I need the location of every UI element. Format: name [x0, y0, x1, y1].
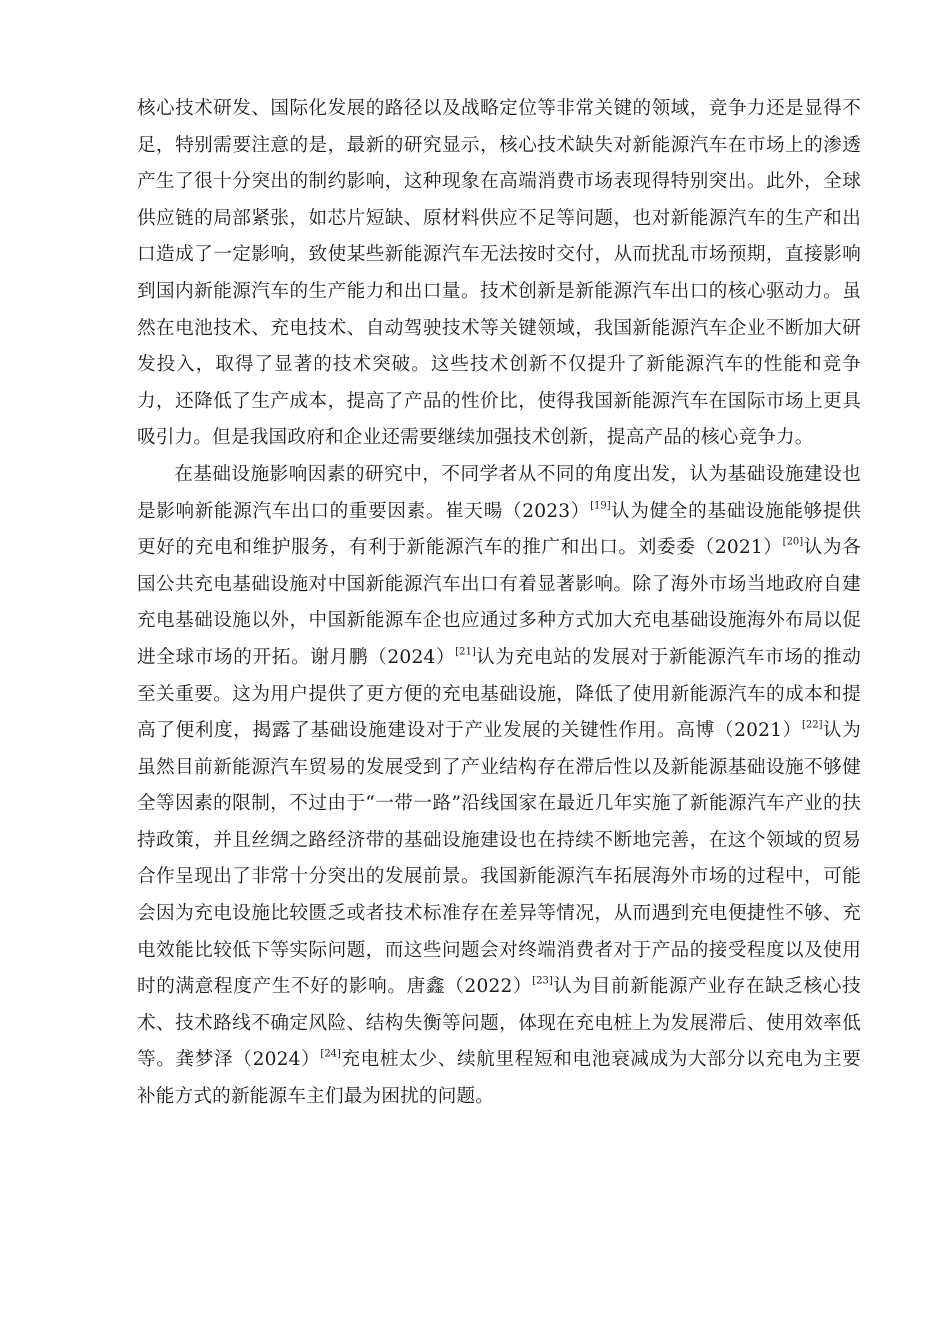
- text-segment: 认为虽然目前新能源汽车贸易的发展受到了产业结构存在滞后性以及新能源基础设施不够健全等因素的限制，不过由于“一带一路”沿线国家在最近几年实施了新能源汽车产业的扶持政策，并且丝绸之路经济带的基础设施建设也在持续不断地完善，在这个领域的贸易合作呈现出了非常十分突出的发展前景。我国新能源汽车拓展海外市场的过程中，可能会因为充电设施比较匮乏或者技术标准存在差异等情况，从而遇到充电便捷性不够、充电效能比较低下等实际问题，而这些问题会对终端消费者对于产品的接受程度以及使用时的满意程度产生不好的影响。唐鑫（2022）: [137, 720, 861, 998]
- text-segment: 核心技术研发、国际化发展的路径以及战略定位等非常关键的领域，竞争力还是显得不足，特别需要注意的是，最新的研究显示，核心技术缺失对新能源汽车在市场上的渗透产生了很十分突出的制约影响，这种现象在高端消费市场表现得特别突出。此外，全球供应链的局部紧张，如芯片短缺、原材料供应不足等问题，也对新能源汽车的生产和出口造成了一定影响，致使某些新能源汽车无法按时交付，从而扰乱市场预期，直接影响到国内新能源汽车的生产能力和出口量。技术创新是新能源汽车出口的核心驱动力。虽然在电池技术、充电技术、自动驾驶技术等关键领域，我国新能源汽车企业不断加大研发投入，取得了显著的技术突破。这些技术创新不仅提升了新能源汽车的性能和竞争力，还降低了生产成本，提高了产品的性价比，使得我国新能源汽车在国际市场上更具吸引力。但是我国政府和企业还需要继续加强技术创新，提高产品的核心竞争力。: [137, 98, 861, 449]
- citation-superscript: [20]: [782, 536, 804, 548]
- paragraph-1: [137, 91, 861, 457]
- text-segment: 在基础设施影响因素的研究中，不同学者从不同的角度出发，认为基础设施建设也是影响新能源汽车出口的重要因素。崔天暘（2023）: [137, 463, 861, 522]
- paragraph-2: [137, 457, 861, 1116]
- citation-superscript: [19]: [590, 500, 611, 512]
- citation-superscript: [23]: [532, 975, 553, 987]
- text-segment: 认为健全的基础设施能够提供更好的充电和维护服务，有利于新能源汽车的推广和出口。刘委委（2021）: [137, 500, 861, 559]
- citation-superscript: [22]: [801, 719, 823, 731]
- text-segment: 充电桩太少、续航里程短和电池衰减成为大部分以充电为主要补能方式的新能源车主们最为困扰的问题。: [137, 1049, 861, 1108]
- citation-superscript: [21]: [455, 646, 476, 658]
- text-segment: 认为充电站的发展对于新能源汽车市场的推动至关重要。这为用户提供了更方便的充电基础设施，降低了使用新能源汽车的成本和提高了便利度，揭露了基础设施建设对于产业发展的关键性作用。高博（2021）: [137, 646, 861, 742]
- citation-superscript: [24]: [320, 1048, 341, 1060]
- body-text: [137, 91, 861, 1116]
- text-segment: 认为各国公共充电基础设施对中国新能源汽车出口有着显著影响。除了海外市场当地政府自建充电基础设施以外，中国新能源车企也应通过多种方式加大充电基础设施海外布局以促进全球市场的开拓。谢月鹏（2024）: [137, 537, 861, 668]
- text-segment: 认为目前新能源产业存在缺乏核心技术、技术路线不确定风险、结构失衡等问题，体现在充电桩上为发展滞后、使用效率低等。龚梦泽（2024）: [137, 976, 861, 1071]
